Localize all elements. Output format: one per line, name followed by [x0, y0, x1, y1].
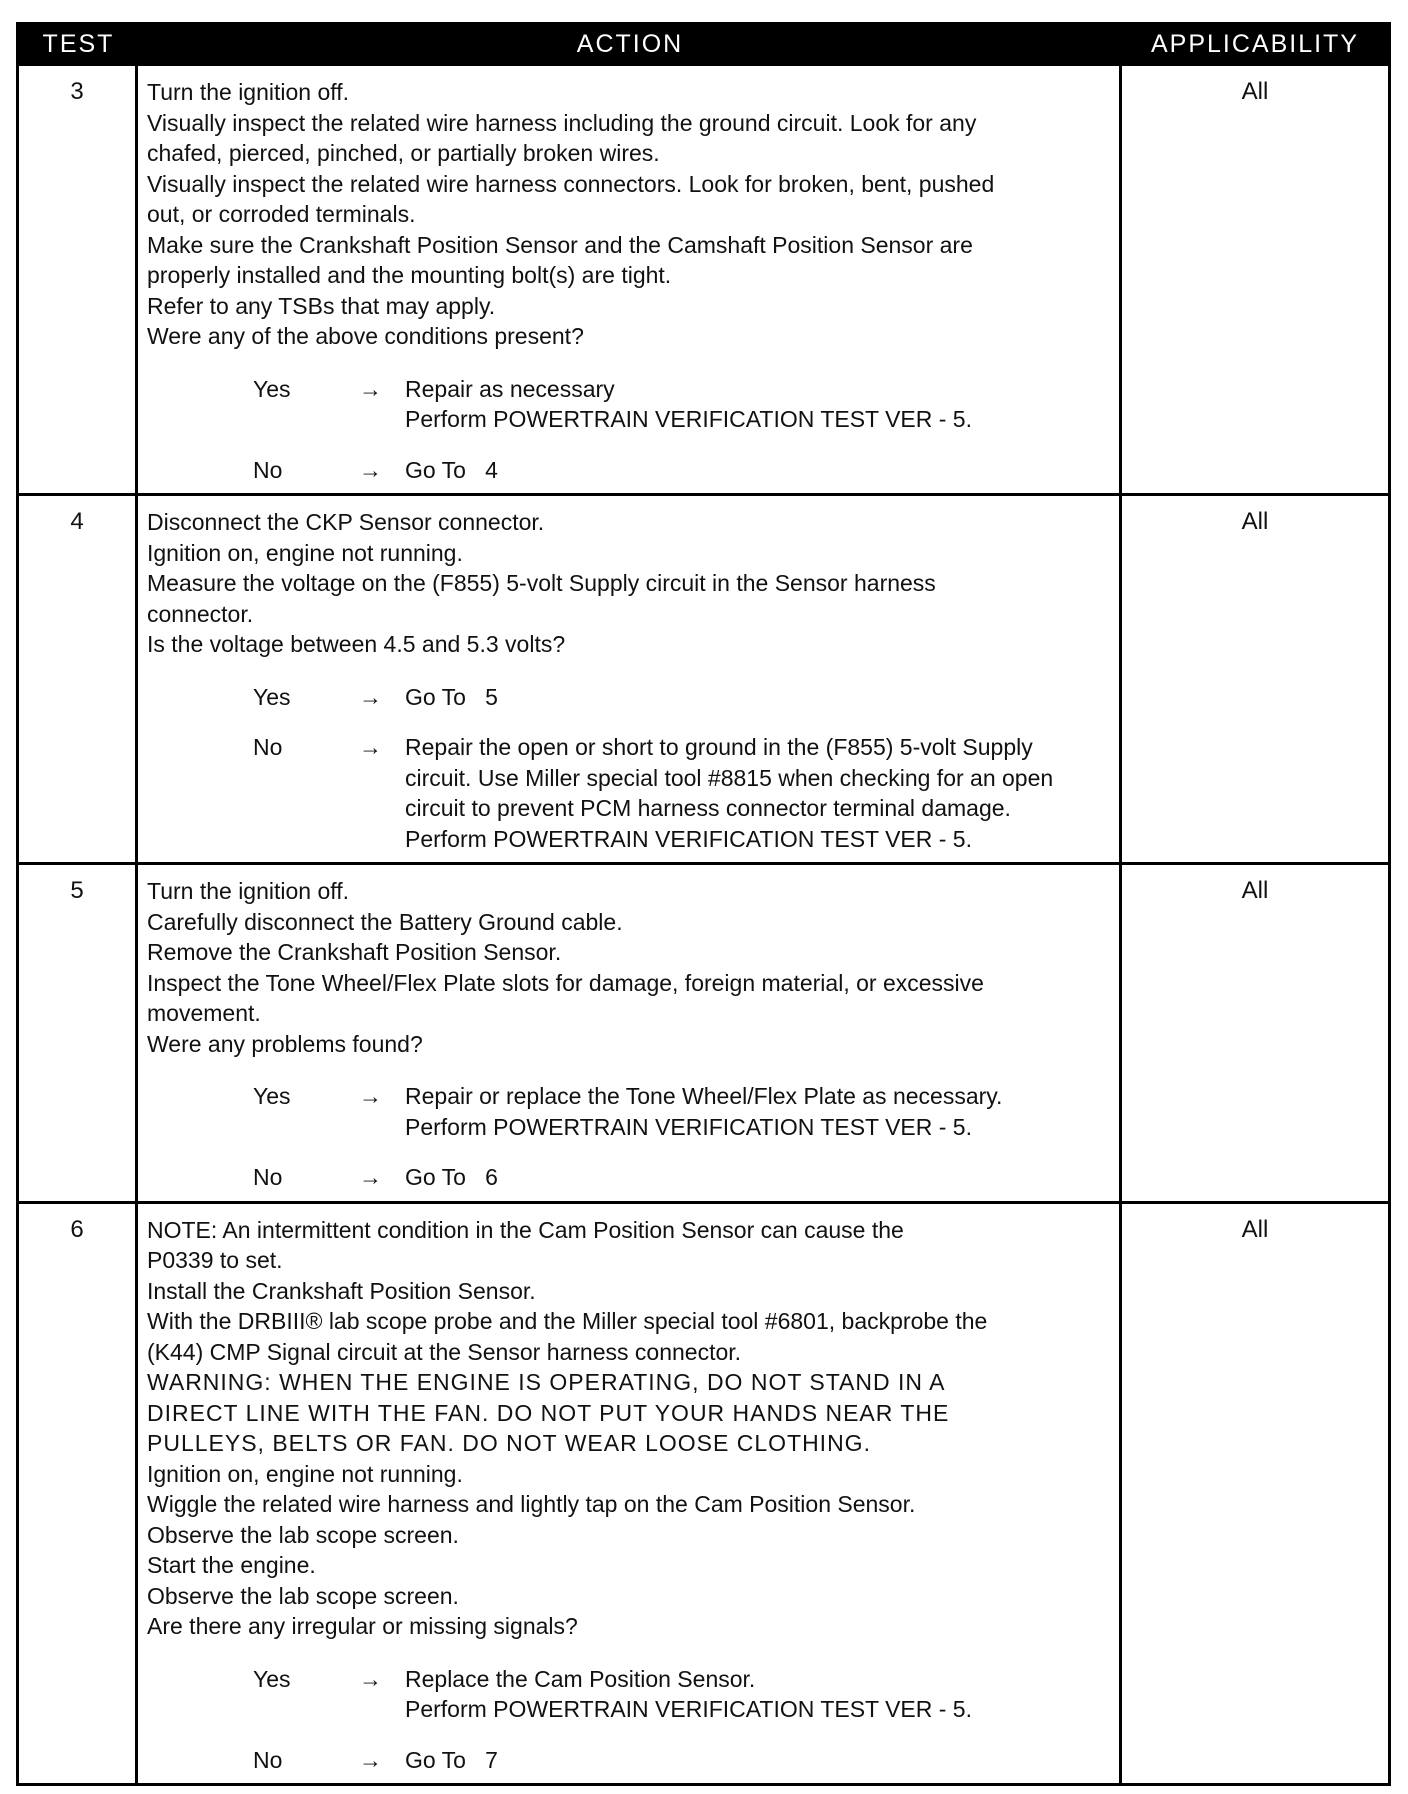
table-row — [19, 862, 1388, 1201]
action-line: With the DRBIII® lab scope probe and the Miller special tool #6801, backprobe the — [147, 1308, 988, 1334]
yes-label: Yes — [253, 1665, 291, 1692]
test-number: 4 — [19, 496, 138, 862]
arrow-icon: → — [359, 456, 382, 483]
yes-result — [405, 1081, 1111, 1142]
yes-result — [405, 682, 1111, 713]
test-number: 5 — [19, 865, 138, 1201]
no-option — [147, 732, 1111, 854]
action-line: Observe the lab scope screen. — [147, 1582, 459, 1609]
header-action: ACTION — [576, 29, 684, 58]
action-line: movement. — [147, 1000, 261, 1026]
yes-option — [147, 1664, 1111, 1725]
result-line: Go To 5 — [405, 683, 498, 710]
no-result — [405, 455, 1111, 486]
arrow-icon: → — [359, 375, 382, 402]
action-line: Ignition on, engine not running. — [147, 539, 463, 566]
action-line: (K44) CMP Signal circuit at the Sensor harness connector. — [147, 1338, 742, 1365]
action-line: Wiggle the related wire harness and lightly tap on the Cam Position Sensor. — [147, 1491, 916, 1517]
arrow-icon: → — [359, 1164, 382, 1190]
action-line: NOTE: An intermittent condition in the Cam Position Sensor can cause the — [147, 1216, 904, 1243]
arrow-icon: → — [359, 734, 382, 760]
action-cell — [138, 66, 1122, 493]
action-line: connector. — [147, 600, 254, 627]
action-line: Were any problems found? — [147, 1030, 423, 1057]
yes-result — [405, 1664, 1111, 1725]
result-line: Repair as necessary — [405, 375, 615, 402]
action-line: Inspect the Tone Wheel/Flex Plate slots for damage, foreign material, or excessive — [147, 969, 984, 996]
result-line: Repair or replace the Tone Wheel/Flex Plate as necessary. — [405, 1083, 1003, 1109]
action-line: P0339 to set. — [147, 1247, 283, 1273]
result-line: Perform POWERTRAIN VERIFICATION TEST VER - 5. — [405, 1696, 972, 1722]
no-label: No — [253, 734, 283, 760]
action-line: WARNING: WHEN THE ENGINE IS OPERATING, DO NOT STAND IN A — [147, 1369, 946, 1395]
action-line: Visually inspect the related wire harness including the ground circuit. Look for any — [147, 109, 977, 136]
result-line: circuit to prevent PCM harness connector terminal damage. — [405, 795, 1011, 821]
no-result — [405, 732, 1111, 854]
result-line: Go To 6 — [405, 1164, 498, 1190]
action-line: Turn the ignition off. — [147, 79, 350, 105]
no-label: No — [253, 456, 283, 483]
result-line: circuit. Use Miller special tool #8815 when checking for an open — [405, 764, 1054, 791]
action-line: Observe the lab scope screen. — [147, 1521, 459, 1548]
no-result — [405, 1162, 1111, 1193]
table-header — [19, 25, 1388, 63]
result-line: Go To 4 — [405, 456, 498, 483]
action-line: Were any of the above conditions present? — [147, 323, 584, 349]
yes-label: Yes — [253, 683, 291, 710]
test-number: 3 — [19, 66, 138, 493]
yes-option — [147, 682, 1111, 713]
applicability-cell: All — [1241, 1215, 1269, 1243]
no-result — [405, 1745, 1111, 1776]
no-label: No — [253, 1164, 283, 1190]
action-line: Is the voltage between 4.5 and 5.3 volts? — [147, 631, 566, 657]
result-line: Repair the open or short to ground in the (F855) 5-volt Supply — [405, 734, 1033, 760]
applicability-cell: All — [1241, 508, 1269, 535]
applicability-cell: All — [1241, 78, 1269, 105]
action-line: Remove the Crankshaft Position Sensor. — [147, 939, 562, 965]
yes-label: Yes — [253, 1083, 291, 1109]
table-row — [19, 493, 1388, 862]
yes-label: Yes — [253, 375, 291, 402]
action-line: chafed, pierced, pinched, or partially broken wires. — [147, 140, 660, 166]
action-line: out, or corroded terminals. — [147, 201, 416, 227]
yes-result — [405, 374, 1111, 435]
table-row — [19, 63, 1388, 493]
result-line: Perform POWERTRAIN VERIFICATION TEST VER - 5. — [405, 1113, 972, 1140]
action-line: Turn the ignition off. — [147, 878, 350, 904]
arrow-icon: → — [359, 1665, 382, 1692]
no-option — [147, 455, 1111, 486]
action-line: DIRECT LINE WITH THE FAN. DO NOT PUT YOUR HANDS NEAR THE — [147, 1399, 950, 1426]
applicability-cell: All — [1241, 877, 1269, 904]
table-body — [19, 63, 1388, 1783]
action-line: Disconnect the CKP Sensor connector. — [147, 509, 545, 535]
action-cell — [138, 865, 1122, 1201]
action-cell — [138, 496, 1122, 862]
no-label: No — [253, 1746, 283, 1773]
action-line: Start the engine. — [147, 1552, 316, 1578]
diagnostic-table — [16, 22, 1391, 1786]
result-line: Perform POWERTRAIN VERIFICATION TEST VER - 5. — [405, 406, 972, 432]
result-line: Perform POWERTRAIN VERIFICATION TEST VER - 5. — [405, 825, 972, 852]
action-line: Make sure the Crankshaft Position Sensor and the Camshaft Position Sensor are — [147, 231, 973, 258]
no-option — [147, 1162, 1111, 1193]
yes-option — [147, 1081, 1111, 1142]
arrow-icon: → — [359, 1083, 382, 1109]
action-line: PULLEYS, BELTS OR FAN. DO NOT WEAR LOOSE CLOTHING. — [147, 1430, 871, 1456]
action-line: Refer to any TSBs that may apply. — [147, 292, 496, 319]
header-test: TEST — [42, 29, 115, 58]
action-line: Are there any irregular or missing signals? — [147, 1613, 578, 1639]
action-line: Visually inspect the related wire harness connectors. Look for broken, bent, pushed — [147, 170, 995, 197]
arrow-icon: → — [359, 1746, 382, 1773]
action-line: Ignition on, engine not running. — [147, 1460, 463, 1487]
test-number: 6 — [19, 1204, 138, 1784]
action-line: properly installed and the mounting bolt(s) are tight. — [147, 262, 672, 288]
arrow-icon: → — [359, 683, 382, 710]
yes-option — [147, 374, 1111, 435]
action-line: Carefully disconnect the Battery Ground cable. — [147, 908, 623, 935]
header-applicability: APPLICABILITY — [1150, 29, 1360, 58]
action-line: Measure the voltage on the (F855) 5-volt Supply circuit in the Sensor harness — [147, 570, 936, 596]
no-option — [147, 1745, 1111, 1776]
action-cell — [138, 1204, 1122, 1784]
result-line: Replace the Cam Position Sensor. — [405, 1665, 756, 1692]
result-line: Go To 7 — [405, 1746, 498, 1773]
table-row — [19, 1201, 1388, 1784]
action-line: Install the Crankshaft Position Sensor. — [147, 1277, 536, 1304]
